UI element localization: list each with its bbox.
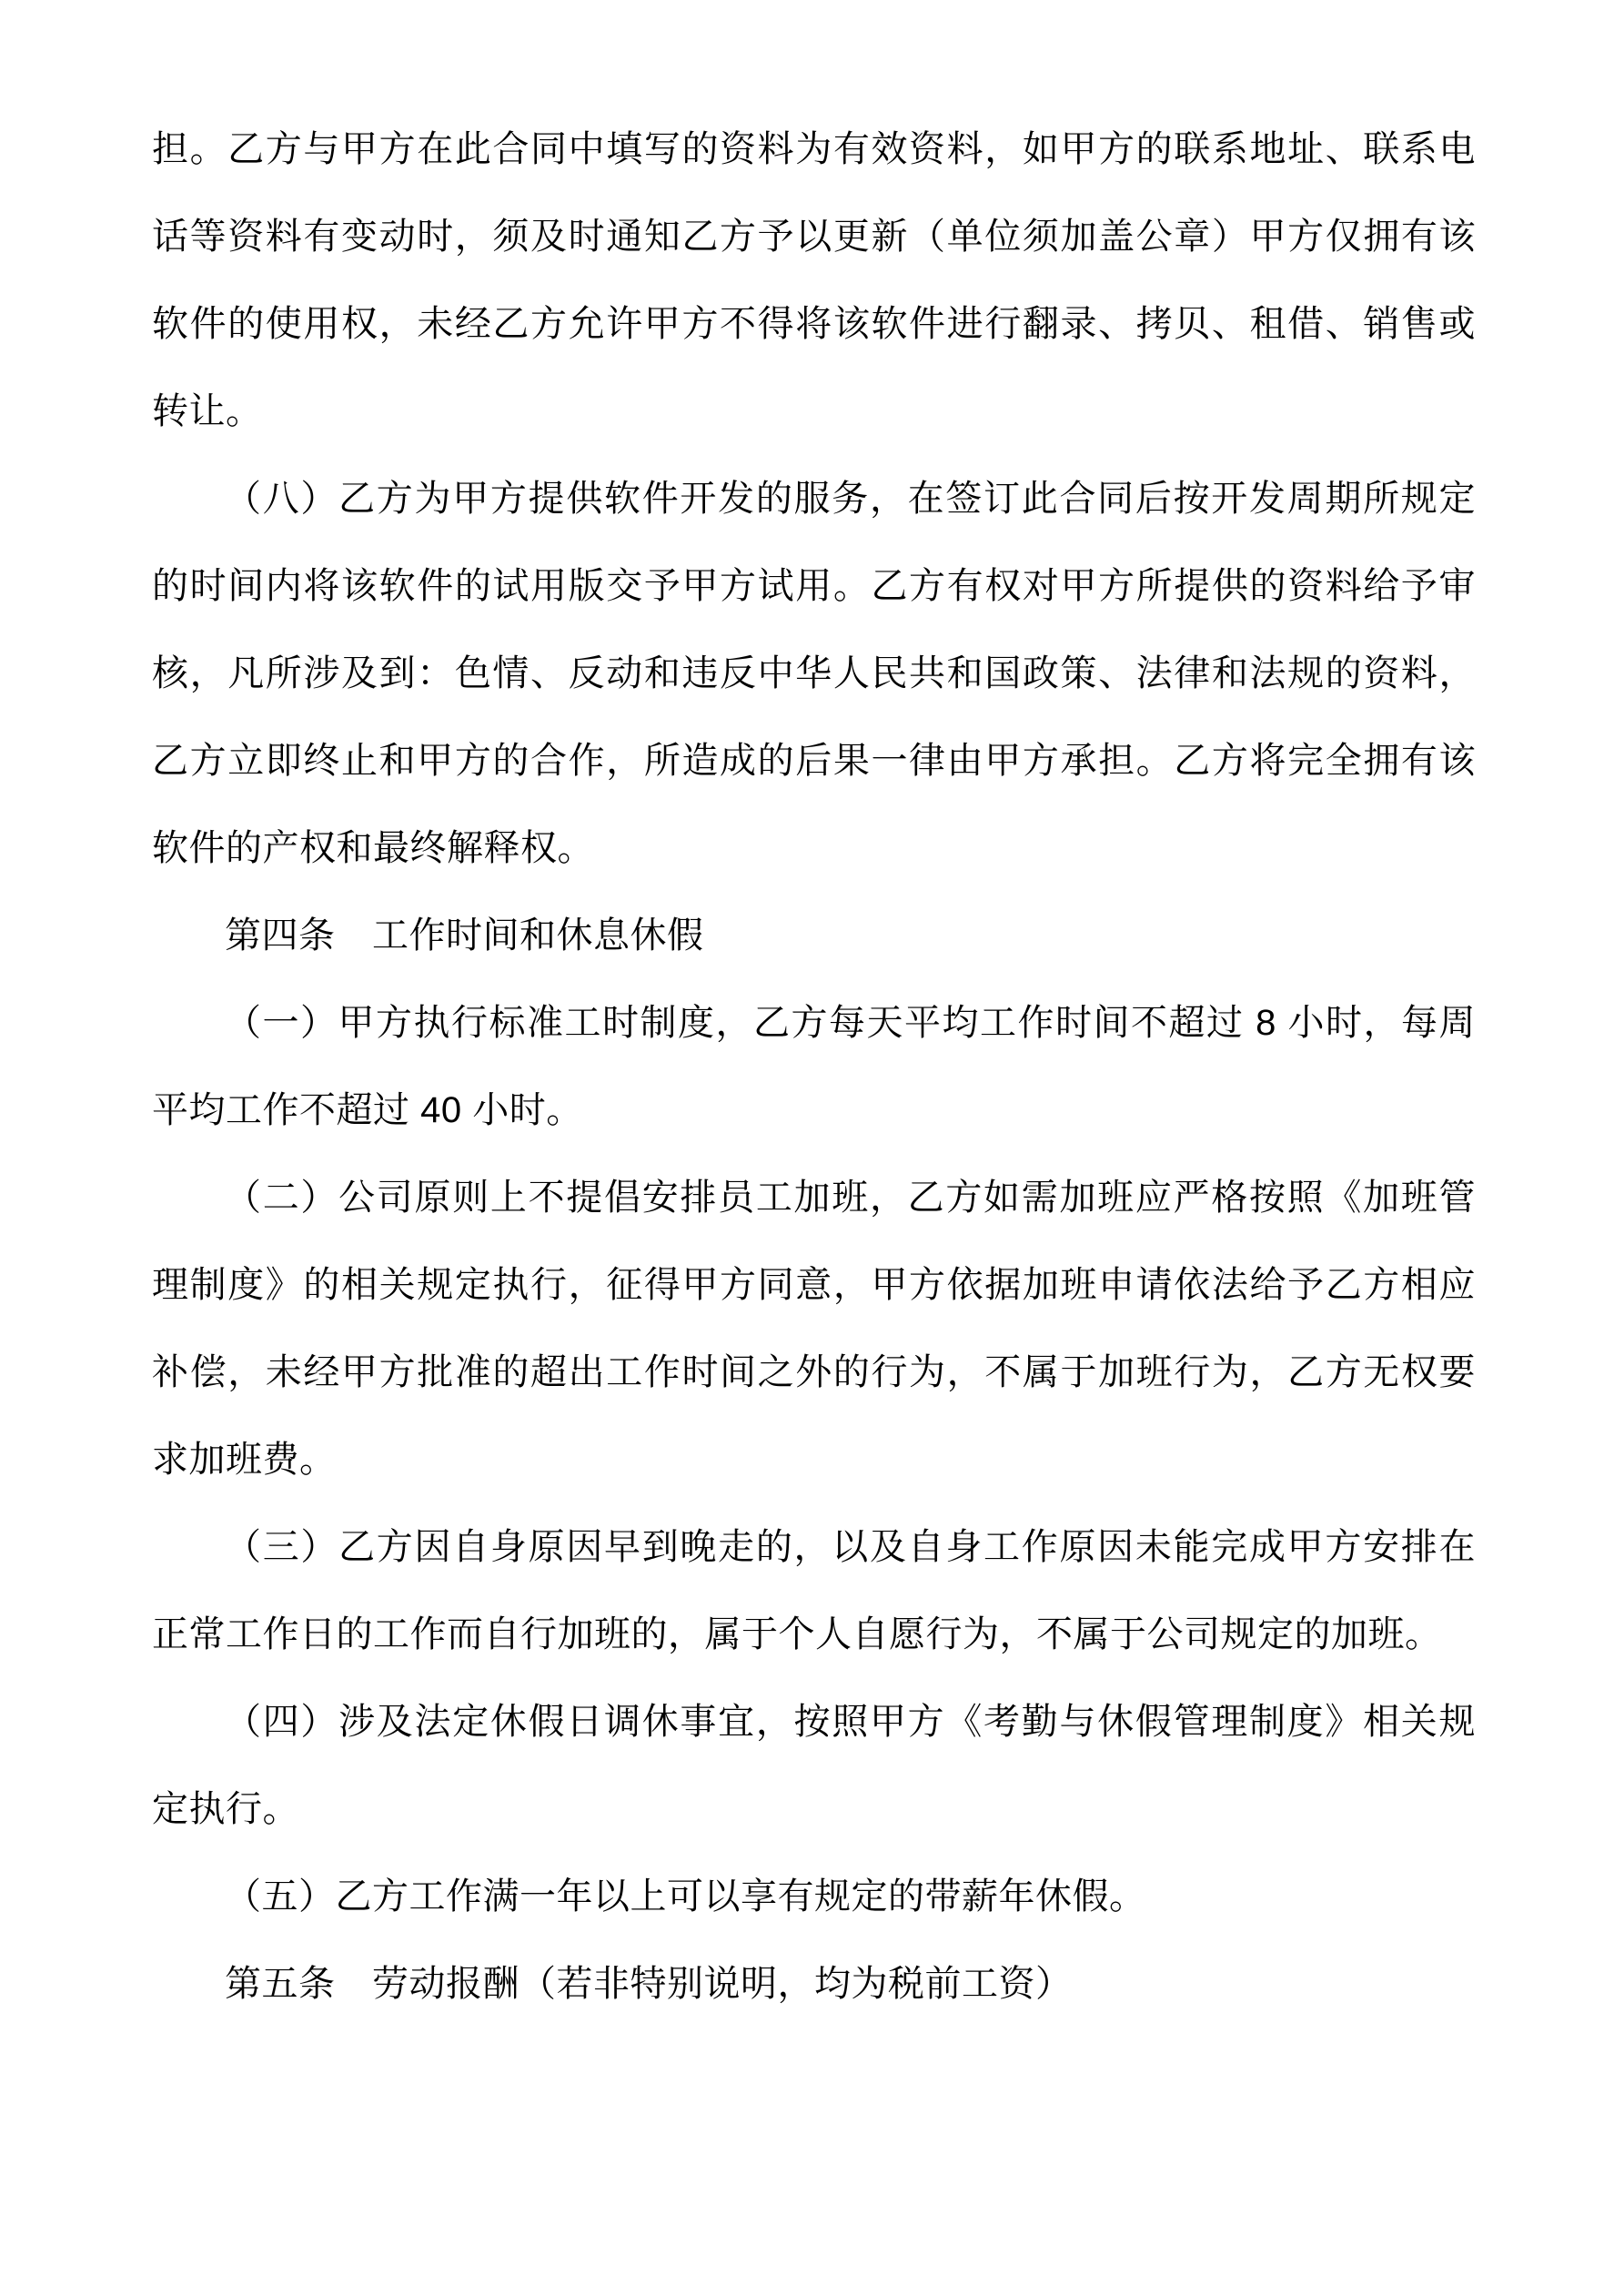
paragraph: （五）乙方工作满一年以上可以享有规定的带薪年休假。: [225, 1876, 1146, 1917]
clause-heading: 第四条 工作时间和休息休假: [225, 915, 704, 956]
paragraph: （三）乙方因自身原因早到晚走的，以及自身工作原因未能完成甲方安排在正常工作日的工作而自行加班的，属于个人自愿行为，不属于公司规定的加班。: [152, 1527, 1476, 1654]
paragraph: （一）甲方执行标准工时制度，乙方每天平均工作时间不超过 8 小时，每周平均工作不超过 40 小时。: [152, 1003, 1476, 1130]
document-body: [152, 106, 1476, 2028]
paragraph: 担。乙方与甲方在此合同中填写的资料为有效资料，如甲方的联系地址、联系电话等资料有变动时，须及时通知乙方予以更新（单位须加盖公章）甲方仅拥有该软件的使用权，未经乙方允许甲方不得将该软件进行翻录、拷贝、租借、销售或转让。: [152, 129, 1476, 431]
paragraph: （八）乙方为甲方提供软件开发的服务，在签订此合同后按开发周期所规定的时间内将该软件的试用版交予甲方试用。乙方有权对甲方所提供的资料给予审核，凡所涉及到：色情、反动和违反中华人民共和国政策、法律和法规的资料，乙方立即终止和甲方的合作，所造成的后果一律由甲方承担。乙方将完全拥有该软件的产权和最终解释权。: [152, 479, 1476, 868]
paragraph: （四）涉及法定休假日调休事宜，按照甲方《考勤与休假管理制度》相关规定执行。: [152, 1702, 1476, 1829]
paragraph: （二）公司原则上不提倡安排员工加班，乙方如需加班应严格按照《加班管理制度》的相关规定执行，征得甲方同意，甲方依据加班申请依法给予乙方相应补偿，未经甲方批准的超出工作时间之外的行为，不属于加班行为，乙方无权要求加班费。: [152, 1178, 1476, 1480]
clause-heading: 第五条 劳动报酬（若非特别说明，均为税前工资）: [225, 1964, 1073, 2004]
